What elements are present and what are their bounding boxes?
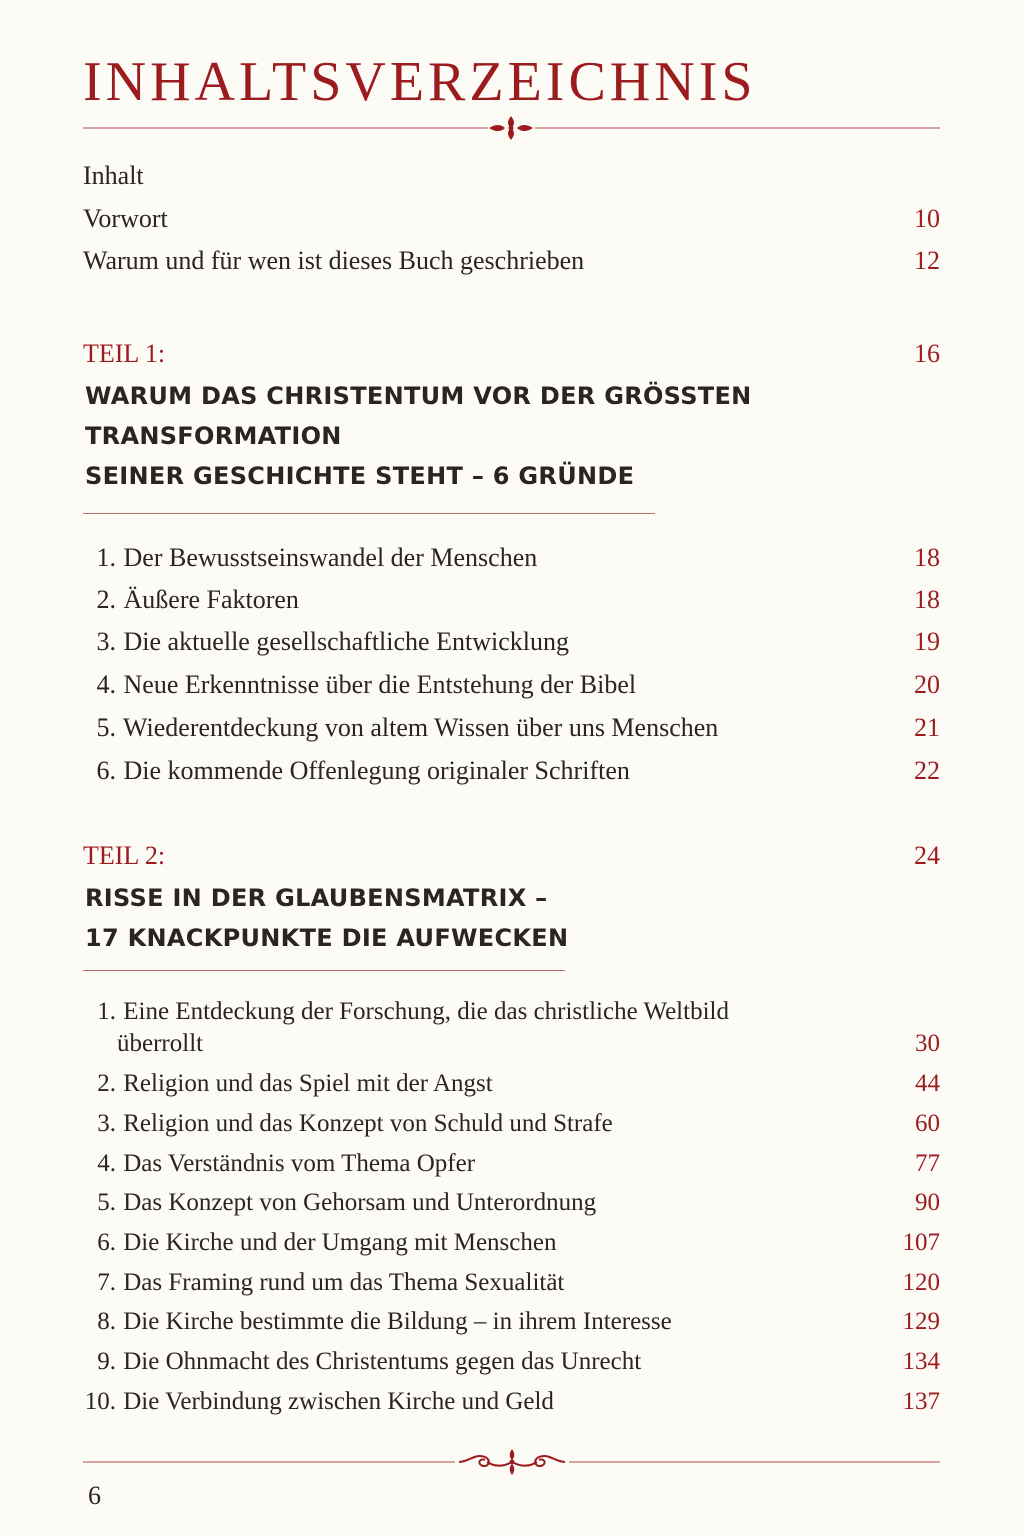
part1-page: 16 xyxy=(914,339,940,368)
toc-entry-inhalt[interactable] xyxy=(83,160,940,192)
list-item[interactable] xyxy=(83,626,940,658)
item-page: 18 xyxy=(914,543,940,572)
item-page: 18 xyxy=(914,585,940,614)
item-label: Religion und das Konzept von Schuld und Strafe xyxy=(123,1110,613,1137)
item-label: Neue Erkenntnisse über die Entstehung der Bibel xyxy=(123,670,637,699)
item-number: 1. xyxy=(96,543,116,572)
page-title: INHALTSVERZEICHNIS xyxy=(83,51,757,113)
toc-entry-label: Vorwort xyxy=(83,204,168,233)
toc-entry-label: Inhalt xyxy=(83,161,144,190)
toc-entry-page: 12 xyxy=(914,246,940,275)
item-number: 4. xyxy=(97,1150,116,1177)
toc-entry-warum[interactable] xyxy=(83,245,940,277)
item-label-continued: überrollt xyxy=(117,1030,204,1057)
item-page: 129 xyxy=(902,1308,940,1335)
item-label: Die kommende Offenlegung originaler Schriften xyxy=(123,756,630,785)
item-label: Wiederentdeckung von altem Wissen über uns Menschen xyxy=(123,713,719,742)
item-page: 44 xyxy=(915,1070,940,1097)
toc-entry-label: Warum und für wen ist dieses Buch geschrieben xyxy=(83,246,585,275)
fleur-de-lis-ornament-icon xyxy=(83,115,940,141)
item-number: 6. xyxy=(97,1229,116,1256)
list-item[interactable] xyxy=(83,1227,940,1259)
item-number: 10. xyxy=(84,1388,116,1415)
list-item[interactable] xyxy=(83,755,940,787)
item-page: 22 xyxy=(914,756,940,785)
item-page: 19 xyxy=(914,627,940,656)
item-number: 2. xyxy=(97,1070,116,1097)
list-item[interactable] xyxy=(83,996,940,1060)
part1-title-line: SEINER GESCHICHTE STEHT – 6 GRÜNDE xyxy=(85,462,635,490)
item-label: Das Konzept von Gehorsam und Unterordnung xyxy=(123,1189,597,1216)
part1-title-line: TRANSFORMATION xyxy=(85,422,342,450)
part2-title-line: RISSE IN DER GLAUBENSMATRIX – xyxy=(85,884,548,912)
item-label: Die aktuelle gesellschaftliche Entwicklung xyxy=(123,627,569,656)
item-label: Das Verständnis vom Thema Opfer xyxy=(123,1150,476,1177)
part2-label: TEIL 2: xyxy=(83,841,166,870)
toc-entry-page: 10 xyxy=(914,204,940,233)
list-item[interactable] xyxy=(83,1267,940,1299)
item-page: 137 xyxy=(902,1388,940,1415)
list-item[interactable] xyxy=(83,712,940,744)
item-label: Die Kirche und der Umgang mit Menschen xyxy=(123,1229,557,1256)
item-page: 120 xyxy=(902,1269,940,1296)
page-number: 6 xyxy=(88,1481,101,1510)
item-page: 77 xyxy=(915,1150,940,1177)
item-page: 107 xyxy=(902,1229,940,1256)
item-label: Der Bewusstseinswandel der Menschen xyxy=(123,543,538,572)
part1-divider xyxy=(83,513,655,514)
item-label: Die Ohnmacht des Christentums gegen das Unrecht xyxy=(123,1348,642,1375)
item-label: Die Verbindung zwischen Kirche und Geld xyxy=(123,1388,554,1415)
item-label: Das Framing rund um das Thema Sexualität xyxy=(123,1269,565,1296)
item-number: 5. xyxy=(96,713,116,742)
part1-title-line: WARUM DAS CHRISTENTUM VOR DER GRÖSSTEN xyxy=(85,382,752,410)
part1-title xyxy=(85,376,752,496)
part2-heading[interactable] xyxy=(83,840,940,872)
list-item[interactable] xyxy=(83,542,940,574)
item-number: 9. xyxy=(97,1348,116,1375)
item-page: 21 xyxy=(914,713,940,742)
part1-heading[interactable] xyxy=(83,338,940,370)
list-item[interactable] xyxy=(83,1346,940,1378)
scroll-flourish-ornament-icon xyxy=(83,1447,940,1477)
item-page: 20 xyxy=(914,670,940,699)
list-item[interactable] xyxy=(83,584,940,616)
item-label: Eine Entdeckung der Forschung, die das christliche Weltbild xyxy=(123,998,729,1025)
item-page: 60 xyxy=(915,1110,940,1137)
item-page: 90 xyxy=(915,1189,940,1216)
list-item[interactable] xyxy=(83,1108,940,1140)
item-number: 6. xyxy=(96,756,116,785)
item-label: Religion und das Spiel mit der Angst xyxy=(123,1070,493,1097)
part2-title xyxy=(85,878,568,958)
list-item[interactable] xyxy=(83,1306,940,1338)
item-number: 8. xyxy=(97,1308,116,1335)
list-item[interactable] xyxy=(72,1386,940,1418)
part1-label: TEIL 1: xyxy=(83,339,166,368)
item-page: 30 xyxy=(915,1030,940,1057)
part2-divider xyxy=(83,970,565,971)
item-number: 2. xyxy=(96,585,116,614)
item-label: Die Kirche bestimmte die Bildung – in ihrem Interesse xyxy=(123,1308,672,1335)
toc-entry-vorwort[interactable] xyxy=(83,203,940,235)
item-number: 5. xyxy=(97,1189,116,1216)
part2-page: 24 xyxy=(914,841,940,870)
item-number: 3. xyxy=(97,1110,116,1137)
list-item[interactable] xyxy=(83,669,940,701)
item-number: 3. xyxy=(96,627,116,656)
item-number: 1. xyxy=(97,998,116,1025)
list-item[interactable] xyxy=(83,1187,940,1219)
item-number: 4. xyxy=(96,670,116,699)
item-number: 7. xyxy=(97,1269,116,1296)
list-item[interactable] xyxy=(83,1068,940,1100)
item-label: Äußere Faktoren xyxy=(123,585,299,614)
part2-title-line: 17 KNACKPUNKTE DIE AUFWECKEN xyxy=(85,924,569,952)
list-item[interactable] xyxy=(83,1148,940,1180)
item-page: 134 xyxy=(902,1348,940,1375)
